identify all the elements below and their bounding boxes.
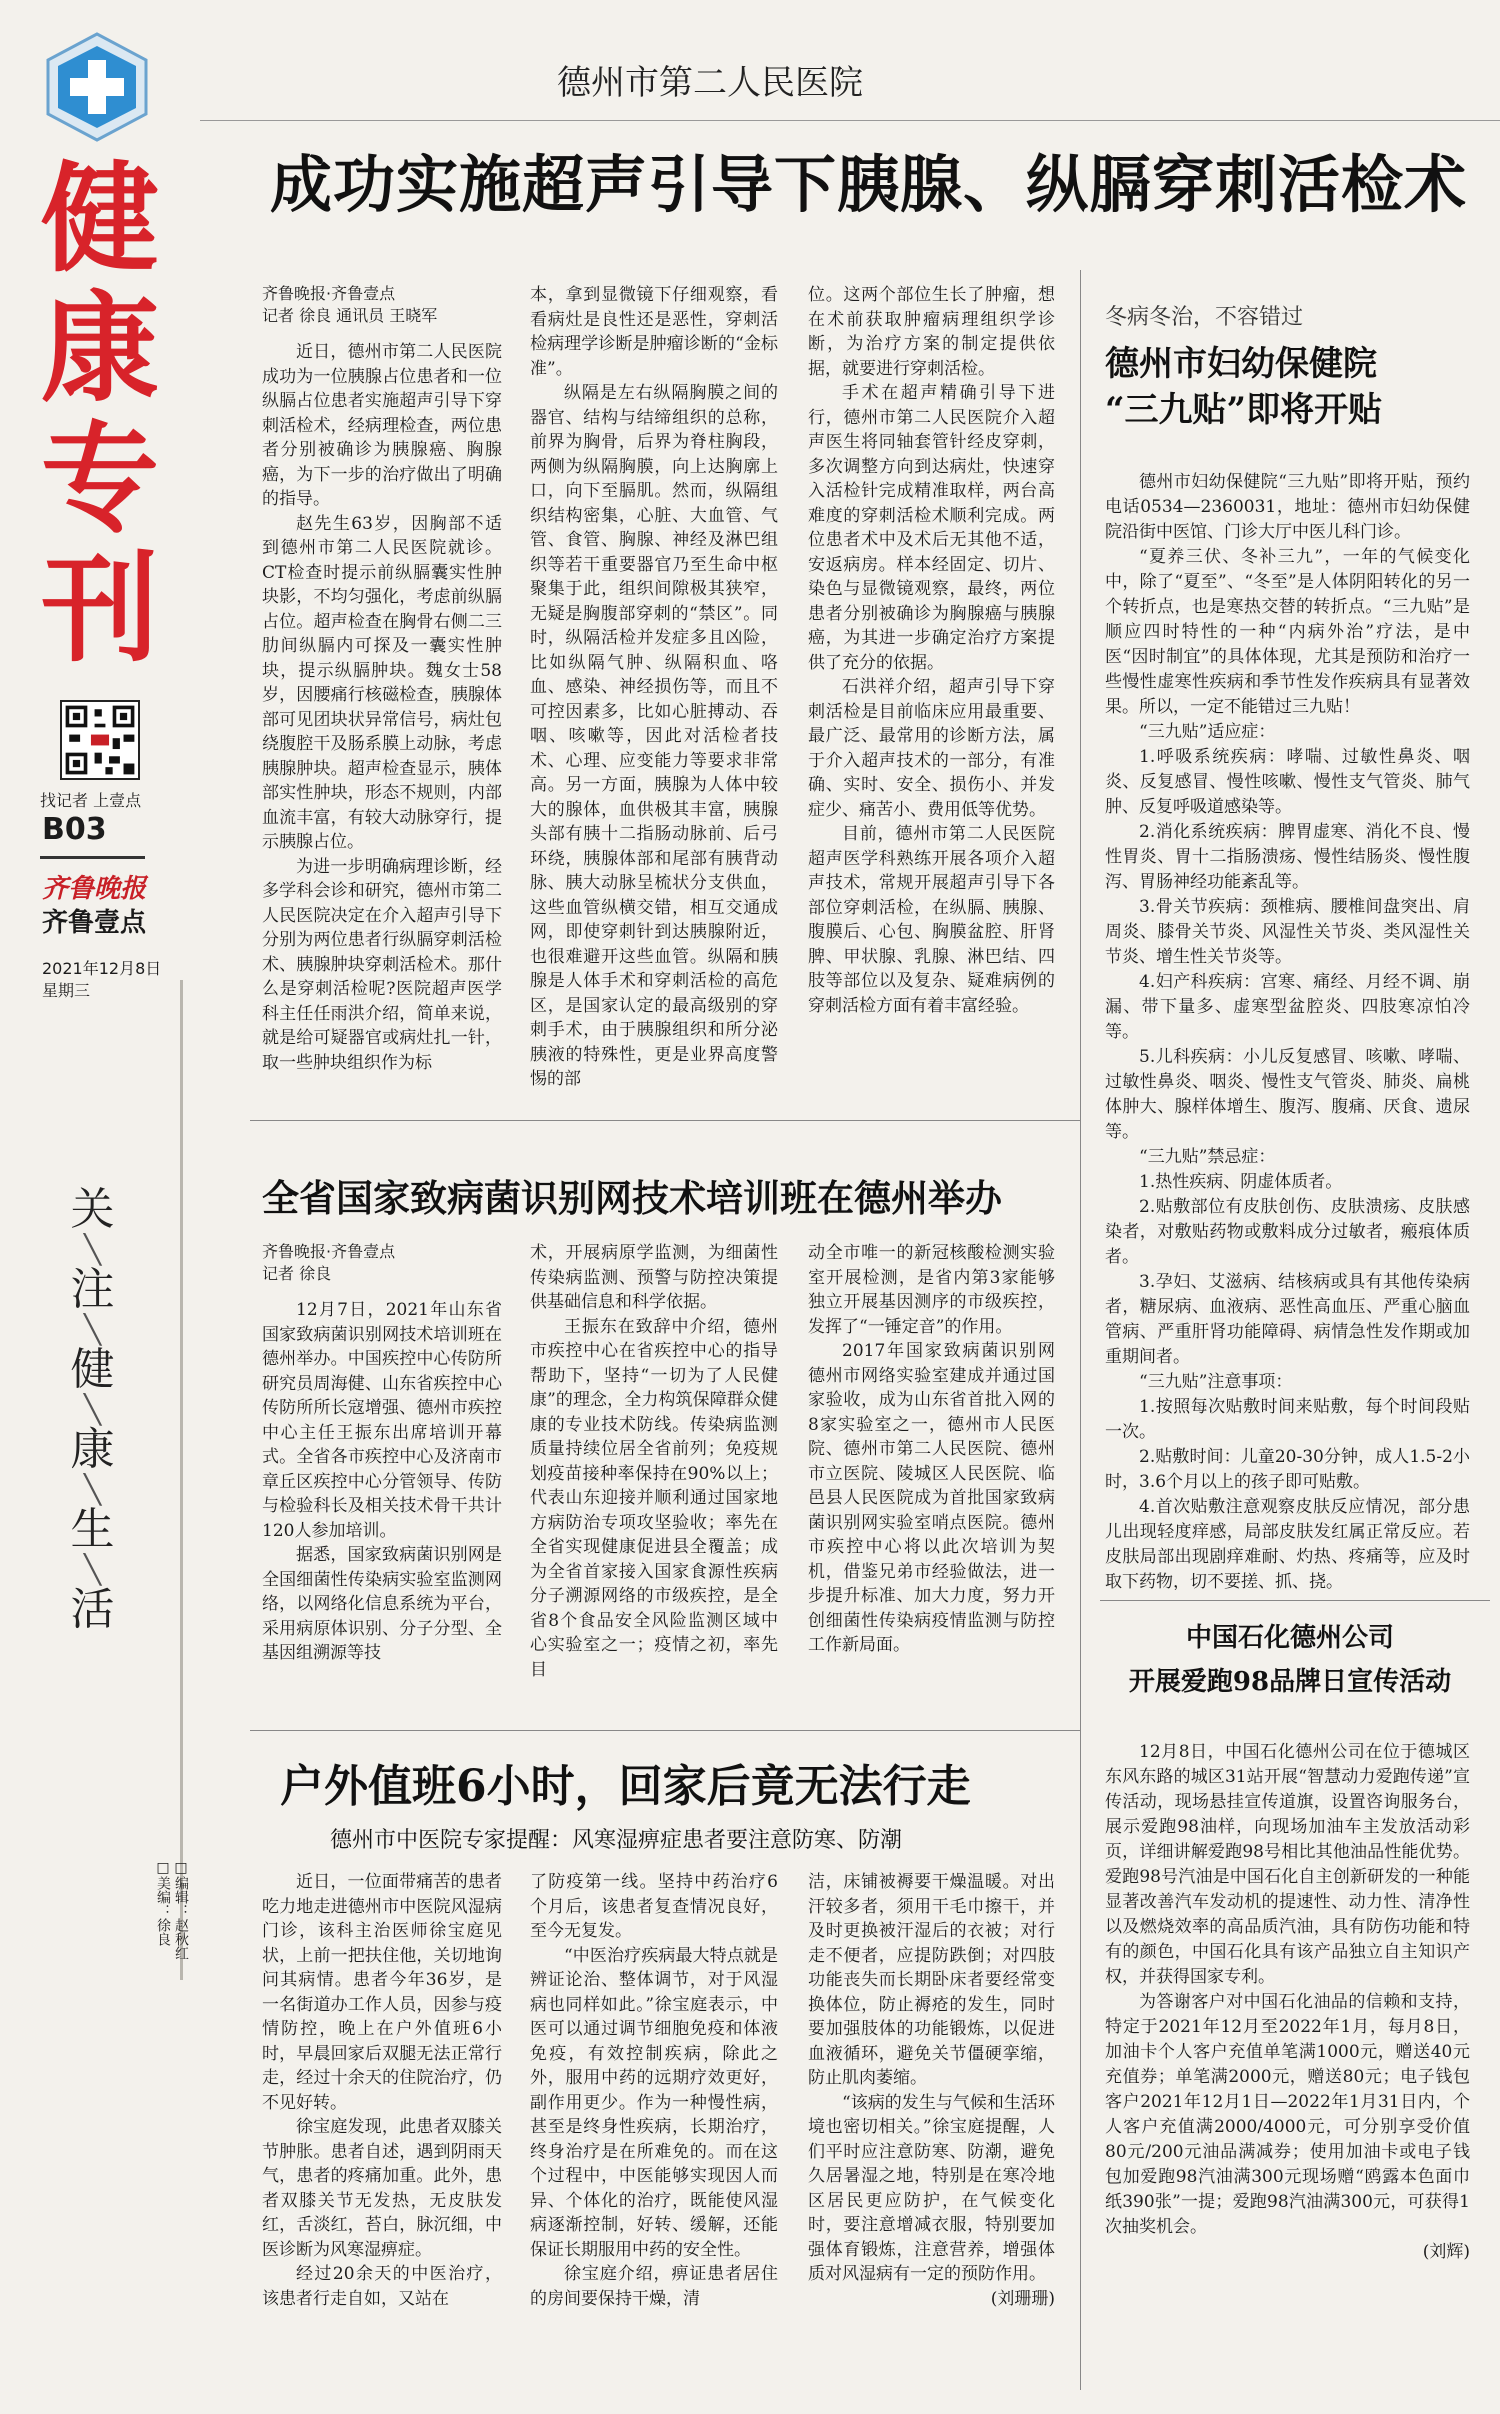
issue-weekday: 星期三: [42, 981, 91, 1000]
article3-column-1: [262, 1870, 502, 2400]
paragraph: “三九贴”禁忌症：: [1139, 1147, 1276, 1167]
byline-source: 齐鲁晚报·齐鲁壹点: [262, 1242, 396, 1261]
divider: [200, 120, 1500, 121]
article1-column-1: [262, 340, 502, 1100]
page-number: B03: [42, 812, 107, 847]
tagline-slash: ╲: [84, 1553, 101, 1586]
tagline-char: 生: [70, 1504, 115, 1555]
editor-credit: □编辑：赵秋红: [173, 1860, 189, 1960]
paragraph: “三九贴”适应症：: [1139, 722, 1276, 742]
article2-column-1: [262, 1298, 502, 1710]
paragraph: 为答谢客户对中国石化油品的信赖和支持，特定于2021年12月至2022年1月，每月8日，加油卡个人客户充值单笔满1000元，赠送40元充值券；单笔满2000元，赠送80元；电子钱包客户2021年12月1日—2022年1月31日内，个人客户充值满2000/4000元，可分别享受价值80元/200元油品满减券；使用加油卡或电子钱包加爱跑98汽油满300元现场赠“鸥露本色面巾纸390张”一提；爱跑98汽油满300元，可获得1次抽奖机会。: [1105, 1992, 1470, 2237]
masthead-title-char: 刊: [40, 540, 159, 678]
article1-column-2: [530, 283, 778, 1100]
article1-byline: [262, 283, 502, 327]
issue-date-block: [42, 958, 161, 1002]
byline-reporters: 记者 徐良: [262, 1264, 332, 1283]
tagline-slash: ╲: [84, 1393, 101, 1426]
editor-credit: □美编：徐良: [155, 1860, 171, 1946]
article2-title: 全省国家致病菌识别网技术培训班在德州举办: [262, 1176, 1002, 1220]
paragraph: 目前，德州市第二人民医院超声医学科熟练开展各项介入超声技术，常规开展超声引导下各部位穿刺活检，在纵膈、胰腺、腹膜后、心包、胸膜盆腔、肝肾脾、甲状腺、乳腺、淋巴结、四肢等部位以及复杂、疑难病例的穿刺活检方面有着丰富经验。: [808, 824, 1055, 1016]
editor-credits: [150, 1860, 190, 1960]
paper-name: 齐鲁晚报: [42, 874, 147, 904]
cross-logo-icon: [42, 32, 152, 142]
paragraph: 近日，德州市第二人民医院成功为一位胰腺占位患者和一位纵膈占位患者实施超声引导下穿刺活检术，经病理检查，两位患者分别被确诊为胰腺癌、胸腺癌，为下一步的治疗做出了明确的指导。: [262, 342, 502, 509]
paragraph: 2.消化系统疾病：脾胃虚寒、消化不良、慢性胃炎、胃十二指肠溃疡、慢性结肠炎、慢性腹泻、胃肠神经功能紊乱等。: [1105, 822, 1470, 892]
paragraph: 动全市唯一的新冠核酸检测实验室开展检测，是省内第3家能够独立开展基因测序的市级疾控，发挥了“一锤定音”的作用。: [808, 1243, 1055, 1337]
paragraph: 纵隔是左右纵隔胸膜之间的器官、结构与结缔组织的总称，前界为胸骨，后界为脊柱胸段，两侧为纵隔胸膜，向上达胸廓上口，向下至膈肌。然而，纵隔组织结构密集，心脏、大血管、气管、食管、胸腺、神经及淋巴组织等若干重要器官乃至生命中枢聚集于此，组织间隙极其狭窄，无疑是胸腹部穿刺的“禁区”。同时，纵隔活检并发症多且凶险，比如纵隔气肿、纵隔积血、咯血、感染、神经损伤等，而且不可控因素多，比如心脏搏动、吞咽、咳嗽等，因此对活检者技术、心理、应变能力等要求非常高。另一方面，胰腺为人体中较大的腺体，血供极其丰富，胰腺头部有胰十二指肠动脉前、后弓环绕，胰腺体部和尾部有胰背动脉、胰大动脉呈梳状分支供血，这些血管纵横交错，相互交通成网，即使穿刺针到达胰腺附近，也很难避开这些血管。纵隔和胰腺是人体手术和穿刺活检的高危区，是国家认定的最高级别的穿刺手术，由于胰腺组织和所分泌胰液的特殊性，更是业界高度警惕的部: [530, 383, 778, 1089]
paragraph: 3.孕妇、艾滋病、结核病或具有其他传染病者，糖尿病、血液病、恶性高血压、严重心脑血管病、严重肝肾功能障碍、病情急性发作期或加重期间者。: [1105, 1272, 1470, 1367]
tagline-slash: ╲: [84, 1473, 101, 1506]
tagline-vertical: [40, 1180, 145, 1640]
tagline-char: 健: [70, 1344, 115, 1395]
article3-column-3: [808, 1870, 1055, 2400]
paragraph: 为进一步明确病理诊断，经多学科会诊和研究，德州市第二人民医院决定在介入超声引导下分别为两位患者行纵膈穿刺活检术、胰腺肿块穿刺活检术。那什么是穿刺活检呢?医院超声医学科主任任雨洪介绍，简单来说，就是给可疑器官或病灶扎一针，取一些肿块组织作为标: [262, 856, 502, 1073]
tagline-char: 康: [70, 1424, 115, 1475]
article3-column-2: [530, 1870, 778, 2400]
article4-kicker: 冬病冬治，不容错过: [1105, 305, 1304, 330]
paragraph: 手术在超声精确引导下进行，德州市第二人民医院介入超声医生将同轴套管针经皮穿刺，多次调整方向到达病灶，快速穿入活检针完成精准取样，两台高难度的穿刺活检术顺利完成。两位患者术中及术后无其他不适，安返病房。样本经固定、切片、染色与显微镜观察，最终，两位患者分别被确诊为胸腺癌与胰腺癌，为其进一步确定治疗方案提供了充分的依据。: [808, 383, 1055, 673]
paragraph: 赵先生63岁，因胸部不适到德州市第二人民医院就诊。CT检查时提示前纵膈囊实性肿块影，不均匀强化，考虑前纵膈占位。超声检查在胸骨右侧二三肋间纵膈内可探及一囊实性肿块，提示纵膈肿块。魏女士58岁，因腰痛行核磁检查，胰腺体部可见团块状异常信号，病灶包绕腹腔干及肠系膜上动脉，考虑胰腺肿块。超声检查显示，胰体部实性肿块，形态不规则，内部血流丰富，有较大动脉穿行，提示胰腺占位。: [262, 513, 502, 852]
paragraph: 经过20余天的中医治疗，该患者行走自如，又站在: [262, 2264, 502, 2309]
paragraph: (刘珊珊): [990, 2288, 1055, 2309]
article5-header: [1100, 1620, 1480, 1700]
paragraph: 12月7日，2021年山东省国家致病菌识别网技术培训班在德州举办。中国疾控中心传防所研究员周海健、山东省疾控中心传防所所长寇增强、德州市疾控中心主任王振东出席培训开幕式。全省各市疾控中心及济南市章丘区疾控中心分管领导、传防与检验科长及相关技术骨干共计120人参加培训。: [262, 1300, 502, 1541]
paragraph: 5.儿科疾病：小儿反复感冒、咳嗽、哮喘、过敏性鼻炎、咽炎、慢性支气管炎、肺炎、扁桃体肿大、腺样体增生、腹泻、腹痛、厌食、遗尿等。: [1105, 1047, 1470, 1142]
tagline-char: 注: [70, 1264, 115, 1315]
paragraph: 据悉，国家致病菌识别网是全国细菌性传染病实验室监测网络，以网络化信息系统为平台，采用病原体识别、分子分型、全基因组溯源等技: [262, 1545, 502, 1663]
paragraph: 1.按照每次贴敷时间来贴敷，每个时间段贴一次。: [1105, 1397, 1470, 1442]
paragraph: 12月8日，中国石化德州公司在位于德城区东风东路的城区31站开展“智慧动力爱跑传递”宣传活动，现场悬挂宣传道旗，设置咨询服务台，展示爱跑98油样，向现场加油车主发放活动彩页，详细讲解爱跑98号相比其他油品性能优势。爱跑98号汽油是中国石化自主创新研发的一种能显著改善汽车发动机的提速性、动力性、清净性以及燃烧效率的高品质汽油，具有防伤功能和特有的颜色，中国石化具有该产品独立自主知识产权，并获得国家专利。: [1105, 1742, 1470, 1987]
paragraph: 石洪祥介绍，超声引导下穿刺活检是目前临床应用最重要、最广泛、最常用的诊断方法，属于介入超声技术的一部分，有准确、实时、安全、损伤小、并发症少、痛苦小、费用低等优势。: [808, 677, 1055, 820]
article2-column-2: [530, 1241, 778, 1710]
paragraph: 4.首次贴敷注意观察皮肤反应情况，部分患儿出现轻度痒感，局部皮肤发红属正常反应。若皮肤局部出现剧痒难耐、灼热、疼痛等，应及时取下药物，切不要搓、抓、挠。: [1105, 1497, 1470, 1590]
paragraph: 2.贴敷时间：儿童20-30分钟，成人1.5-2小时，3.6个月以上的孩子即可贴敷。: [1105, 1447, 1470, 1492]
paragraph: “该病的发生与气候和生活环境也密切相关。”徐宝庭提醒，人们平时应注意防寒、防潮，避免久居暑湿之地，特别是在寒冷地区居民更应防护，在气候变化时，要注意增减衣服，特别要加强体育锻炼，注意营养，增强体质对风湿病有一定的预防作用。: [808, 2092, 1055, 2284]
paragraph: 本，拿到显微镜下仔细观察，看看病灶是良性还是恶性，穿刺活检病理学诊断是肿瘤诊断的“金标准”。: [530, 285, 778, 379]
divider: [250, 1120, 1080, 1121]
paragraph: 王振东在致辞中介绍，德州市疾控中心在省疾控中心的指导帮助下，坚持“一切为了人民健康”的理念，全力构筑保障群众健康的专业技术防线。传染病监测质量持续位居全省前列；免疫规划疫苗接种率保持在90%以上；代表山东迎接并顺利通过国家地方病防治专项攻坚验收；率先在全省实现健康促进县全覆盖；成为全省首家接入国家食源性疾病分子溯源网络的市级疾控，是全省8个食品安全风险监测区域中心实验室之一；疫情之初，率先目: [530, 1316, 778, 1680]
column-divider: [1080, 270, 1081, 2390]
tagline-slash: ╲: [84, 1313, 101, 1346]
article4-title-line2: “三九贴”即将开贴: [1105, 390, 1383, 430]
article3-subtitle: 德州市中医院专家提醒：风寒湿痹症患者要注意防寒、防潮: [330, 1828, 903, 1853]
sidebar-divider: [180, 980, 183, 1980]
byline-sign: (刘辉): [1422, 2242, 1470, 2262]
paragraph: “夏养三伏、冬补三九”，一年的气候变化中，除了“夏至”、“冬至”是人体阴阳转化的另一个转折点，也是寒热交替的转折点。“三九贴”是顺应四时特性的一种“内病外治”疗法，是中医“因时制宜”的具体体现，尤其是预防和治疗一些慢性虚寒性疾病和季节性发作疾病具有显著效果。所以，一定不能错过三九贴！: [1105, 547, 1470, 717]
paragraph: 位。这两个部位生长了肿瘤，想在术前获取肿瘤病理组织学诊断，为治疗方案的制定提供依据，就要进行穿刺活检。: [808, 285, 1055, 379]
qr-code-icon[interactable]: [60, 700, 140, 780]
paragraph: “三九贴”注意事项：: [1139, 1372, 1293, 1392]
paragraph: 1.呼吸系统疾病：哮喘、过敏性鼻炎、咽炎、反复感冒、慢性咳嗽、慢性支气管炎、肺气肿、反复呼吸道感染等。: [1105, 747, 1470, 817]
tagline-char: 关: [70, 1184, 115, 1235]
paragraph: 术，开展病原学监测，为细菌性传染病监测、预警与防控决策提供基础信息和科学依据。: [530, 1243, 778, 1312]
byline-reporters: 记者 徐良 通讯员 王晓军: [262, 306, 438, 325]
article1-column-3: [808, 283, 1055, 1100]
article5-title-line1: 中国石化德州公司: [1185, 1623, 1394, 1653]
paragraph: 1.热性疾病、阴虚体质者。: [1139, 1172, 1343, 1192]
paragraph: 洁，床铺被褥要干燥温暖。对出汗较多者，须用干毛巾擦干，并及时更换被汗湿后的衣被；对行走不便者，应提防跌倒；对四肢功能丧失而长期卧床者要经常变换体位，防止褥疮的发生，同时要加强肢体的功能锻炼，以促进血液循环，避免关节僵硬挛缩，防止肌肉萎缩。: [808, 1872, 1055, 2088]
divider: [250, 1730, 1080, 1731]
article1-kicker: 德州市第二人民医院: [557, 63, 863, 103]
paragraph: 2017年国家致病菌识别网德州市网络实验室建成并通过国家验收，成为山东省首批入网的8家实验室之一，德州市人民医院、德州市第二人民医院、德州市立医院、陵城区人民医院、临邑县人民医院成为首批国家致病菌识别网实验室哨点医院。德州市疾控中心将以此次培训为契机，借鉴兄弟市经验做法，进一步提升标准、加大力度，努力开创细菌性传染病疫情监测与防控工作新局面。: [808, 1341, 1055, 1655]
tagline-char: 活: [70, 1584, 115, 1635]
paragraph: 徐宝庭发现，此患者双膝关节肿胀。患者自述，遇到阴雨天气，患者的疼痛加重。此外，患者双膝关节无发热，无皮肤发红，舌淡红，苔白，脉沉细，中医诊断为风寒湿痹症。: [262, 2117, 502, 2260]
article5-body: [1105, 1740, 1470, 2390]
article5-title-line2: 开展爱跑98品牌日宣传活动: [1128, 1667, 1452, 1697]
divider: [40, 856, 145, 859]
paragraph: 徐宝庭介绍，痹证患者居住的房间要保持干燥，清: [530, 2264, 778, 2309]
newspaper-logo: [42, 872, 182, 940]
qr-caption: 找记者 上壹点: [40, 791, 142, 810]
article4-title-line1: 德州市妇幼保健院: [1105, 344, 1377, 384]
paragraph: 3.骨关节疾病：颈椎病、腰椎间盘突出、肩周炎、膝骨关节炎、风湿性关节炎、类风湿性关节炎、增生性关节炎等。: [1105, 897, 1470, 967]
paragraph: 近日，一位面带痛苦的患者吃力地走进德州市中医院风湿病门诊，该科主治医师徐宝庭见状，上前一把扶住他，关切地询问其病情。患者今年36岁，是一名街道办工作人员，因参与疫情防控，晚上在户外值班6小时，早晨回家后双腿无法正常行走，经过十余天的住院治疗，仍不见好转。: [262, 1872, 502, 2113]
byline-source: 齐鲁晚报·齐鲁壹点: [262, 284, 396, 303]
masthead-title-char: 康: [40, 280, 159, 418]
paragraph: 2.贴敷部位有皮肤创伤、皮肤溃疡、皮肤感染者，对敷贴药物或敷料成分过敏者，瘢痕体质者。: [1105, 1197, 1470, 1267]
article4-body: [1105, 470, 1470, 1590]
paragraph: 4.妇产科疾病：宫寒、痛经、月经不调、崩漏、带下量多、虚寒型盆腔炎、四肢寒凉怕冷等。: [1105, 972, 1470, 1042]
masthead-title-char: 健: [40, 150, 159, 288]
article4-header: [1105, 300, 1485, 433]
paragraph: 德州市妇幼保健院“三九贴”即将开贴，预约电话0534—2360031，地址：德州市妇幼保健院沿街中医馆、门诊大厅中医儿科门诊。: [1105, 472, 1470, 542]
divider: [1100, 1600, 1490, 1601]
paragraph: “中医治疗疾病最大特点就是辨证论治、整体调节，对于风湿病也同样如此。”徐宝庭表示，中医可以通过调节细胞免疫和体液免疫，有效控制疾病，除此之外，服用中药的远期疗效更好，副作用更少。作为一种慢性病，甚至是终身性疾病，长期治疗，终身治疗是在所难免的。而在这个过程中，中医能够实现因人而异、个体化的治疗，既能使风湿病逐渐控制，好转、缓解，还能保证长期服用中药的安全性。: [530, 1945, 778, 2260]
paper-brand: 齐鲁壹点: [42, 908, 147, 938]
article2-column-3: [808, 1241, 1055, 1710]
paragraph: 了防疫第一线。坚持中药治疗6个月后，该患者复查情况良好，至今无复发。: [530, 1872, 778, 1941]
article1-title: 成功实施超声引导下胰腺、纵膈穿刺活检术: [270, 148, 1468, 221]
article2-byline: [262, 1241, 502, 1285]
masthead-title-char: 专: [40, 410, 159, 548]
article3-title: 户外值班6小时，回家后竟无法行走: [280, 1761, 971, 1812]
tagline-slash: ╲: [84, 1233, 101, 1266]
issue-date: 2021年12月8日: [42, 959, 162, 978]
